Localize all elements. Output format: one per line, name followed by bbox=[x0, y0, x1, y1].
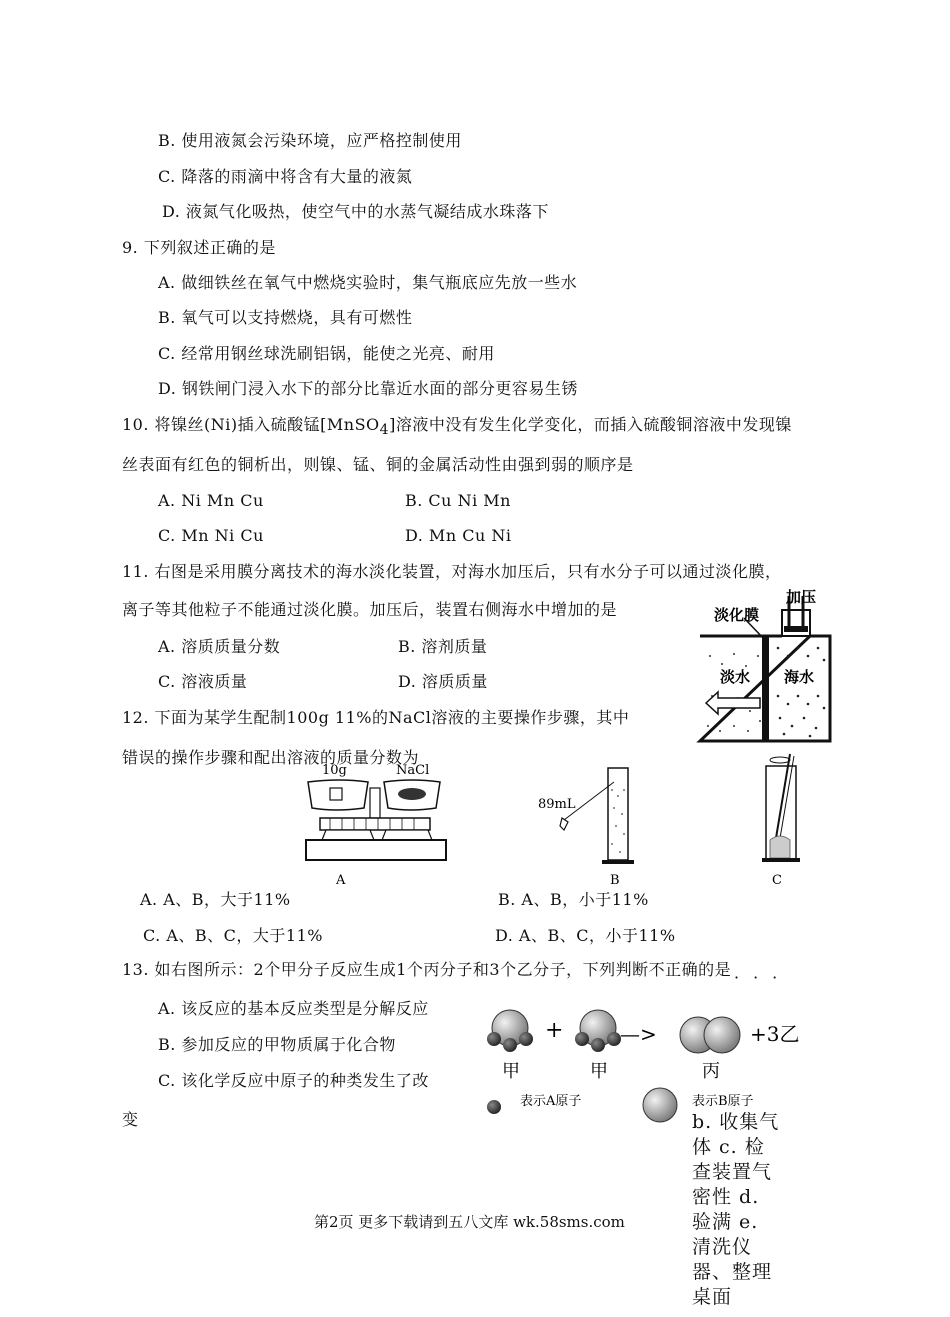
jia-molecule-1 bbox=[487, 1010, 533, 1052]
q9-option-c: C. 经常用钢丝球洗刷铝锅，能使之光亮、耐用 bbox=[158, 344, 495, 363]
piston-tube bbox=[782, 610, 810, 636]
q13-stem: 13. 如右图所示：2个甲分子反应生成1个丙分子和3个乙分子，下列判断不正确的是 bbox=[122, 960, 732, 979]
balance-figure bbox=[300, 760, 460, 890]
beam bbox=[320, 818, 430, 830]
label-b: B bbox=[610, 873, 620, 888]
page-footer: 第2页 更多下载请到五八文库 wk.58sms.com bbox=[314, 1213, 625, 1231]
overflow-text: b. 收集气体 c. 检查装置气密性 d. 验满 e. 清洗仪器、整理桌面 bbox=[692, 1111, 780, 1308]
q8-option-c: C. 降落的雨滴中将含有大量的液氮 bbox=[158, 167, 413, 186]
q12-option-d: D. A、B、C，小于11% bbox=[495, 926, 676, 945]
atom-b-legend-icon bbox=[643, 1088, 677, 1122]
jia-label-2: 甲 bbox=[590, 1061, 608, 1082]
q11-option-d: D. 溶质质量 bbox=[398, 672, 488, 691]
plus-sign: + bbox=[545, 1018, 564, 1043]
legend-a: 表示A原子 bbox=[520, 1094, 582, 1109]
bing-label: 丙 bbox=[702, 1061, 720, 1082]
q12-option-a: A. A、B，大于11% bbox=[140, 890, 291, 909]
q10-option-d: D. Mn Cu Ni bbox=[405, 526, 512, 545]
q11-option-b: B. 溶剂质量 bbox=[398, 637, 488, 656]
pressure-label: 加压 bbox=[786, 588, 817, 606]
q13-option-a: A. 该反应的基本反应类型是分解反应 bbox=[158, 999, 429, 1018]
reaction-arrow: —> bbox=[620, 1022, 657, 1046]
q11-option-a: A. 溶质质量分数 bbox=[158, 637, 281, 656]
q11-option-c: C. 溶液质量 bbox=[158, 672, 248, 691]
q13-option-c: C. 该化学反应中原子的种类发生了改 bbox=[158, 1071, 429, 1090]
jia-molecule-2 bbox=[575, 1010, 621, 1052]
label-a: A bbox=[336, 873, 346, 888]
beaker-figure bbox=[750, 750, 830, 890]
cylinder-figure bbox=[530, 760, 650, 890]
volume-label: 89mL bbox=[538, 797, 576, 812]
q13-option-c-cont: 变 bbox=[122, 1110, 139, 1129]
q12-stem: 12. 下面为某学生配制100g 11%的NaCl溶液的主要操作步骤，其中 bbox=[122, 708, 630, 727]
q9-option-b: B. 氧气可以支持燃烧，具有可燃性 bbox=[158, 308, 413, 327]
salt-label: NaCl bbox=[396, 763, 430, 778]
eye-icon bbox=[560, 818, 568, 830]
products-rhs: +3乙 bbox=[750, 1022, 800, 1046]
label-c: C bbox=[772, 873, 782, 888]
reaction-figure bbox=[480, 995, 820, 1125]
membrane-label: 淡化膜 bbox=[714, 606, 760, 624]
q13-option-b: B. 参加反应的甲物质属于化合物 bbox=[158, 1035, 396, 1054]
stirring-icon bbox=[770, 757, 790, 763]
q8-option-d: D. 液氮气化吸热，使空气中的水蒸气凝结成水珠落下 bbox=[162, 202, 549, 221]
q8-option-b: B. 使用液氮会污染环境，应严格控制使用 bbox=[158, 131, 462, 150]
bing-molecule bbox=[680, 1017, 740, 1053]
weight-block bbox=[330, 788, 342, 800]
balance-base bbox=[306, 840, 446, 860]
emphasis-dots: ··· bbox=[734, 968, 792, 987]
q12-option-b: B. A、B，小于11% bbox=[498, 890, 649, 909]
q10-option-b: B. Cu Ni Mn bbox=[405, 491, 511, 510]
membrane bbox=[762, 636, 769, 741]
q10-stem-line2: 丝表面有红色的铜析出，则镍、锰、铜的金属活动性由强到弱的顺序是 bbox=[122, 455, 634, 474]
q11-stem-line2: 离子等其他粒子不能通过淡化膜。加压后，装置右侧海水中增加的是 bbox=[122, 600, 618, 619]
q9-option-d: D. 钢铁闸门浸入水下的部分比靠近水面的部分更容易生锈 bbox=[158, 379, 578, 398]
q9-stem: 9. 下列叙述正确的是 bbox=[122, 238, 276, 257]
q11-stem: 11. 右图是采用膜分离技术的海水淡化装置，对海水加压后，只有水分子可以通过淡化膜， bbox=[122, 562, 782, 581]
legend-b: 表示B原子 bbox=[692, 1094, 754, 1109]
salt-pile bbox=[398, 788, 426, 800]
q10-option-a: A. Ni Mn Cu bbox=[158, 491, 264, 510]
fresh-water-label: 淡水 bbox=[720, 668, 751, 686]
q12-stem-line2: 错误的操作步骤和配出溶液的质量分数为 bbox=[122, 748, 420, 767]
cylinder bbox=[608, 768, 628, 860]
q10-option-c: C. Mn Ni Cu bbox=[158, 526, 264, 545]
atom-a-legend-icon bbox=[487, 1100, 501, 1114]
q12-option-c: C. A、B、C，大于11% bbox=[143, 926, 323, 945]
q9-option-a: A. 做细铁丝在氧气中燃烧实验时，集气瓶底应先放一些水 bbox=[158, 273, 578, 292]
q10-stem: 10. 将镍丝(Ni)插入硫酸锰[MnSO$_4$]溶液中没有发生化学变化，而插入硫酸铜溶液中发现镍 bbox=[122, 415, 792, 439]
jia-label-1: 甲 bbox=[502, 1061, 520, 1082]
sea-water-label: 海水 bbox=[784, 668, 815, 686]
weight-label: 10g bbox=[322, 763, 347, 778]
desalination-figure bbox=[690, 586, 840, 746]
